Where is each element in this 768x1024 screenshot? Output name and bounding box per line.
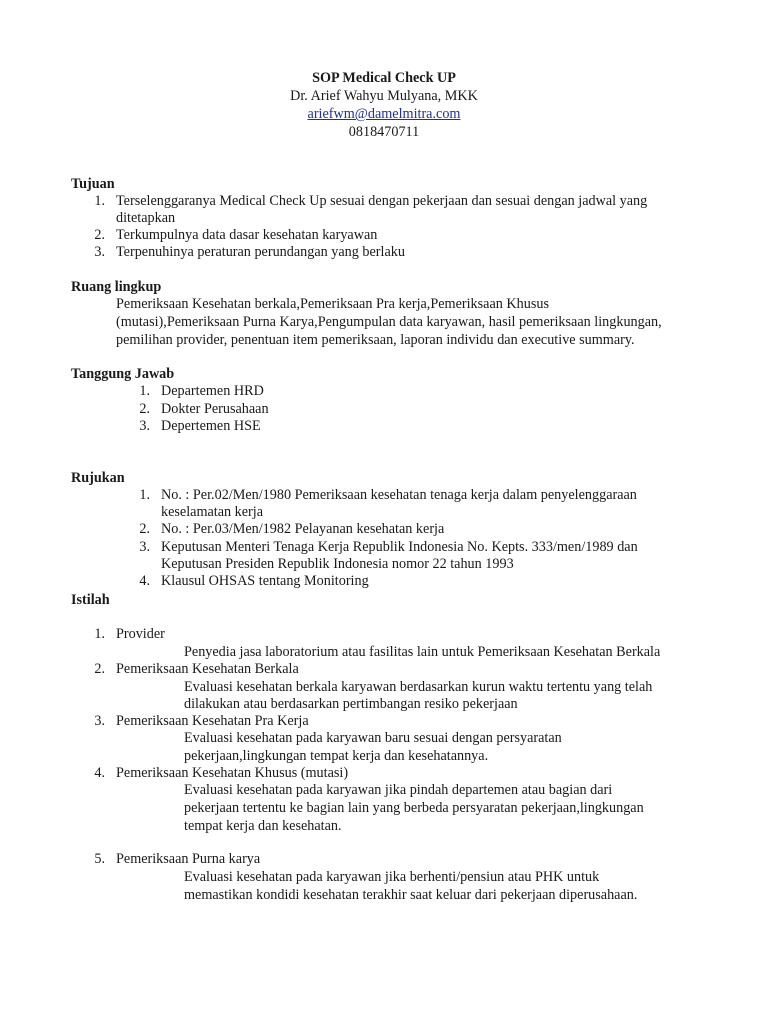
list-item: Terpenuhinya peraturan perundangan yang berlaku [116, 244, 405, 260]
paragraph-line: Pemeriksaan Kesehatan berkala,Pemeriksaan Pra kerja,Pemeriksaan Khusus [116, 296, 549, 312]
section-heading-tujuan: Tujuan [71, 176, 115, 192]
list-number: 2. [139, 401, 150, 417]
list-item-continuation: ditetapkan [116, 210, 176, 226]
paragraph-line: (mutasi),Pemeriksaan Purna Karya,Pengumpulan data karyawan, hasil pemeriksaan lingkungan, [116, 314, 662, 330]
list-number: 4. [94, 765, 105, 781]
term-label: Pemeriksaan Purna karya [116, 851, 261, 867]
list-item: No. : Per.03/Men/1982 Pelayanan kesehatan kerja [161, 521, 445, 537]
list-item-continuation: keselamatan kerja [161, 504, 264, 520]
list-number: 4. [139, 573, 150, 589]
term-label: Pemeriksaan Kesehatan Berkala [116, 661, 299, 677]
list-item: Terkumpulnya data dasar kesehatan karyawan [116, 227, 378, 243]
term-description: Evaluasi kesehatan pada karyawan jika pindah departemen atau bagian dari [184, 782, 613, 798]
term-description: dilakukan atau berdasarkan pertimbangan resiko pekerjaan [184, 696, 518, 712]
list-number: 1. [94, 626, 105, 642]
author-email-line [0, 106, 768, 123]
document-title: SOP Medical Check UP [312, 70, 456, 86]
list-number: 3. [94, 713, 105, 729]
section-heading-ruang-lingkup: Ruang lingkup [71, 279, 162, 295]
list-number: 2. [94, 227, 105, 243]
term-description: memastikan kondidi kesehatan terakhir saat keluar dari pekerjaan diperusahaan. [184, 887, 638, 903]
term-description: Penyedia jasa laboratorium atau fasilitas lain untuk Pemeriksaan Kesehatan Berkala [184, 644, 661, 660]
paragraph-line: pemilihan provider, penentuan item pemeriksaan, laporan individu dan executive summary. [116, 332, 635, 348]
term-label: Pemeriksaan Kesehatan Pra Kerja [116, 713, 309, 729]
author-name: Dr. Arief Wahyu Mulyana, MKK [290, 88, 478, 104]
term-description: pekerjaan,lingkungan tempat kerja dan kesehatannya. [184, 748, 489, 764]
list-item: Dokter Perusahaan [161, 401, 269, 417]
term-description: pekerjaan tertentu ke bagian lain yang berbeda persyaratan pekerjaan,lingkungan [184, 800, 644, 816]
section-heading-tanggung-jawab: Tanggung Jawab [71, 366, 175, 382]
list-number: 1. [139, 383, 150, 399]
list-number: 3. [139, 539, 150, 555]
list-number: 1. [139, 487, 150, 503]
list-number: 3. [139, 418, 150, 434]
author-email-link[interactable]: ariefwm@damelmitra.com [307, 106, 461, 122]
list-number: 2. [94, 661, 105, 677]
list-item-continuation: Keputusan Presiden Republik Indonesia nomor 22 tahun 1993 [161, 556, 514, 572]
term-label: Provider [116, 626, 165, 642]
section-heading-rujukan: Rujukan [71, 470, 125, 486]
term-description: Evaluasi kesehatan pada karyawan jika berhenti/pensiun atau PHK untuk [184, 869, 600, 885]
list-number: 3. [94, 244, 105, 260]
list-number: 5. [94, 851, 105, 867]
list-item: Keputusan Menteri Tenaga Kerja Republik Indonesia No. Kepts. 333/men/1989 dan [161, 539, 638, 555]
author-phone: 0818470711 [348, 124, 420, 140]
term-description: Evaluasi kesehatan berkala karyawan berdasarkan kurun waktu tertentu yang telah [184, 679, 653, 695]
list-item: Terselenggaranya Medical Check Up sesuai dengan pekerjaan dan sesuai dengan jadwal yang [116, 193, 648, 209]
term-description: Evaluasi kesehatan pada karyawan baru sesuai dengan persyaratan [184, 730, 562, 746]
list-number: 1. [94, 193, 105, 209]
list-item: Klausul OHSAS tentang Monitoring [161, 573, 369, 589]
list-item: Depertemen HSE [161, 418, 261, 434]
list-item: No. : Per.02/Men/1980 Pemeriksaan kesehatan tenaga kerja dalam penyelenggaraan [161, 487, 637, 503]
term-description: tempat kerja dan kesehatan. [184, 818, 342, 834]
term-label: Pemeriksaan Kesehatan Khusus (mutasi) [116, 765, 349, 781]
section-heading-istilah: Istilah [71, 592, 110, 608]
list-number: 2. [139, 521, 150, 537]
list-item: Departemen HRD [161, 383, 264, 399]
